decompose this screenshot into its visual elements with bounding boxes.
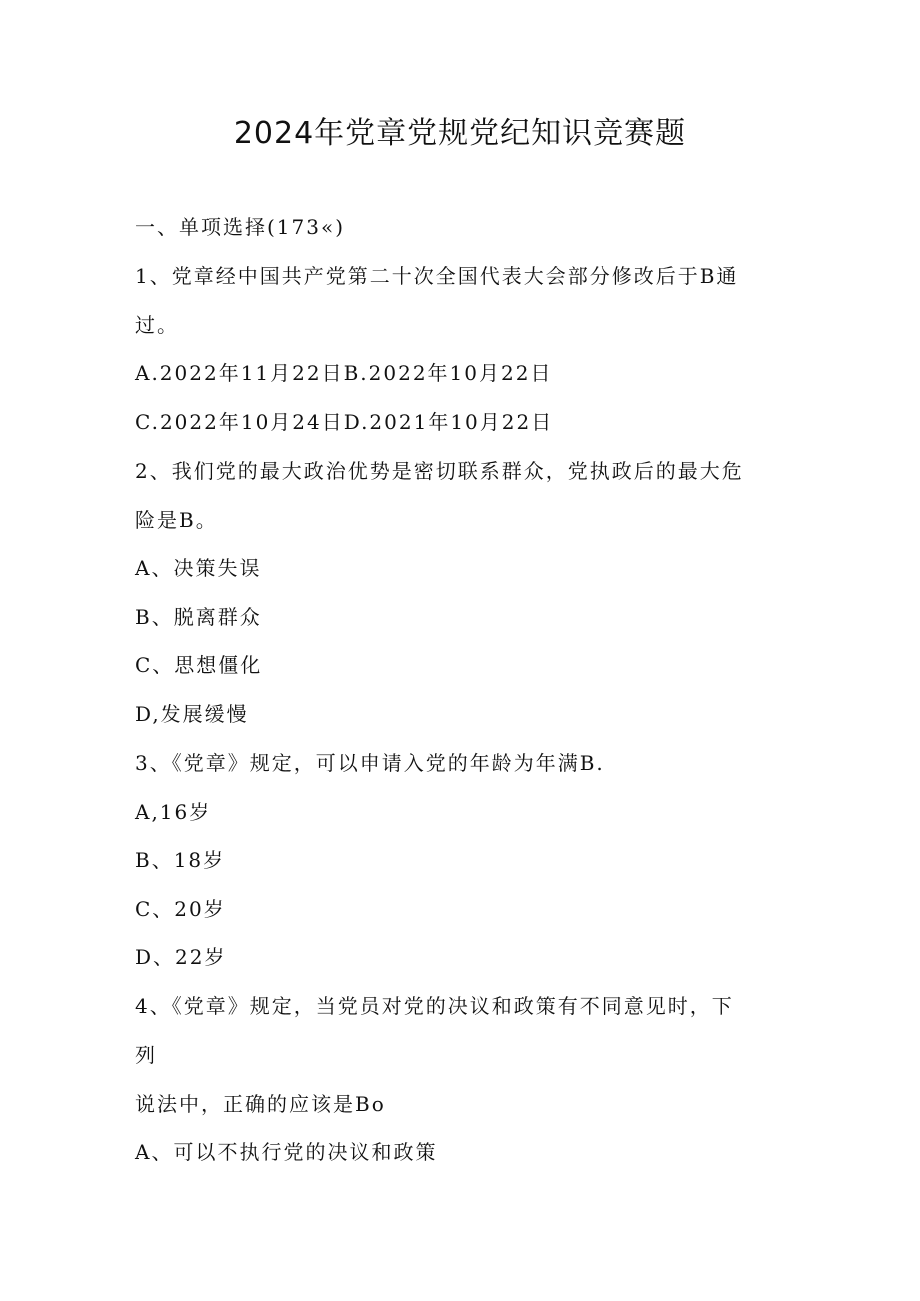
question-4-line-1: 4、《党章》规定，当党员对党的决议和政策有不同意见时，下 — [135, 994, 734, 1018]
question-1-line-2: 过。 — [135, 313, 179, 337]
question-4-line-3: 说法中，正确的应该是Bo — [135, 1092, 386, 1116]
section-heading: 一、单项选择(173«) — [135, 215, 346, 239]
question-3-option-b: B、18岁 — [135, 848, 226, 872]
question-3-option-c: C、20岁 — [135, 897, 226, 921]
question-3-option-a: A,16岁 — [135, 800, 212, 824]
question-2-option-a: A、决策失误 — [135, 556, 262, 580]
question-1-line-1: 1、党章经中国共产党第二十次全国代表大会部分修改后于B通 — [135, 264, 739, 288]
question-4-option-a: A、可以不执行党的决议和政策 — [135, 1140, 438, 1164]
question-2-option-d: D,发展缓慢 — [135, 702, 249, 726]
question-1-options-cd: C.2022年10月24日D.2021年10月22日 — [135, 410, 554, 434]
question-2-option-b: B、脱离群众 — [135, 605, 262, 629]
document-title: 2024年党章党规党纪知识竞赛题 — [233, 116, 687, 151]
question-2-line-1: 2、我们党的最大政治优势是密切联系群众，党执政后的最大危 — [135, 459, 744, 483]
question-2-line-2: 险是B。 — [135, 508, 218, 532]
question-3-option-d: D、22岁 — [135, 945, 227, 969]
question-2-option-c: C、思想僵化 — [135, 653, 263, 677]
question-1-options-ab: A.2022年11月22日B.2022年10月22日 — [135, 361, 553, 385]
question-4-line-2: 列 — [135, 1043, 157, 1067]
question-3-line-1: 3、《党章》规定，可以申请入党的年龄为年满B. — [135, 751, 605, 775]
